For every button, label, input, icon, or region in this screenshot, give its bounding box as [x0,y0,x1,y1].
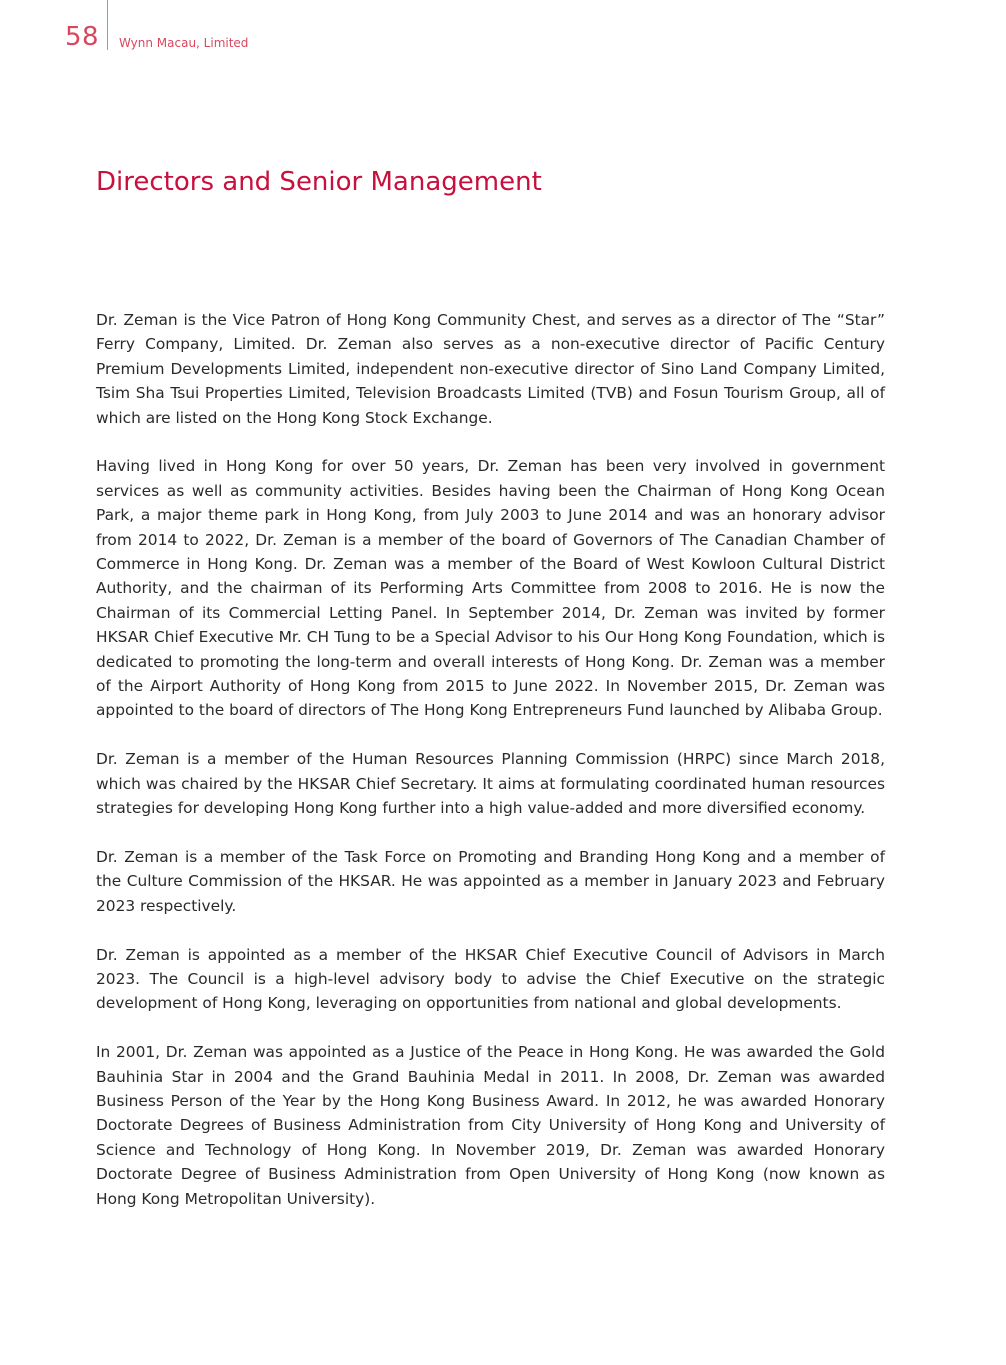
paragraph-directorships: Dr. Zeman is the Vice Patron of Hong Kong Community Chest, and serves as a director of The “Star” Ferry Company, Limited. Dr. Zeman also serves as a non-executive director of Pacific Century Premium Developments Limited, independent non-executive director of Sino Land Company Limited, Tsim Sha Tsui Properties Limited, Television Broadcasts Limited (TVB) and Fosun Tourism Group, all of which are listed on the Hong Kong Stock Exchange. [96,311,885,427]
paragraph-community-service: Having lived in Hong Kong for over 50 years, Dr. Zeman has been very involved in government services as well as community activities. Besides having been the Chairman of Hong Kong Ocean Park, a major theme park in Hong Kong, from July 2003 to June 2014 and was an honorary advisor from 2014 to 2022, Dr. Zeman is a member of the board of Governors of The Canadian Chamber of Commerce in Hong Kong. Dr. Zeman was a member of the Board of West Kowloon Cultural District Authority, and the chairman of its Performing Arts Committee from 2008 to 2016. He is now the Chairman of its Commercial Letting Panel. In September 2014, Dr. Zeman was invited by former HKSAR Chief Executive Mr. CH Tung to be a Special Advisor to his Our Hong Kong Foundation, which is dedicated to promoting the long-term and overall interests of Hong Kong. Dr. Zeman was a member of the Airport Authority of Hong Kong from 2015 to June 2022. In November 2015, Dr. Zeman was appointed to the board of directors of The Hong Kong Entrepreneurs Fund launched by Alibaba Group. [96,457,885,720]
section-title: Directors and Senior Management [96,167,542,197]
company-name: Wynn Macau, Limited [119,36,249,50]
paragraph-awards: In 2001, Dr. Zeman was appointed as a Justice of the Peace in Hong Kong. He was awarded the Gold Bauhinia Star in 2004 and the Grand Bauhinia Medal in 2011. In 2008, Dr. Zeman was awarded Business Person of the Year by the Hong Kong Business Award. In 2012, he was awarded Honorary Doctorate Degrees of Business Administration from City University of Hong Kong and University of Science and Technology of Hong Kong. In November 2019, Dr. Zeman was awarded Honorary Doctorate Degree of Business Administration from Open University of Hong Kong (now known as Hong Kong Metropolitan University). [96,1043,885,1208]
paragraph-hrpc: Dr. Zeman is a member of the Human Resources Planning Commission (HRPC) since March 2018, which was chaired by the HKSAR Chief Secretary. It aims at formulating coordinated human resources strategies for developing Hong Kong further into a high value-added and more diversified economy. [96,750,885,818]
paragraph-council-of-advisors: Dr. Zeman is appointed as a member of the HKSAR Chief Executive Council of Advisors in March 2023. The Council is a high-level advisory body to advise the Chief Executive on the strategic development of Hong Kong, leveraging on opportunities from national and global developments. [96,945,885,1013]
paragraph-task-force: Dr. Zeman is a member of the Task Force on Promoting and Branding Hong Kong and a member of the Culture Commission of the HKSAR. He was appointed as a member in January 2023 and February 2023 respectively. [96,847,885,915]
body-text [96,308,885,1235]
page-header [0,0,1006,70]
page-number: 58 [65,22,100,52]
header-divider [107,0,108,50]
